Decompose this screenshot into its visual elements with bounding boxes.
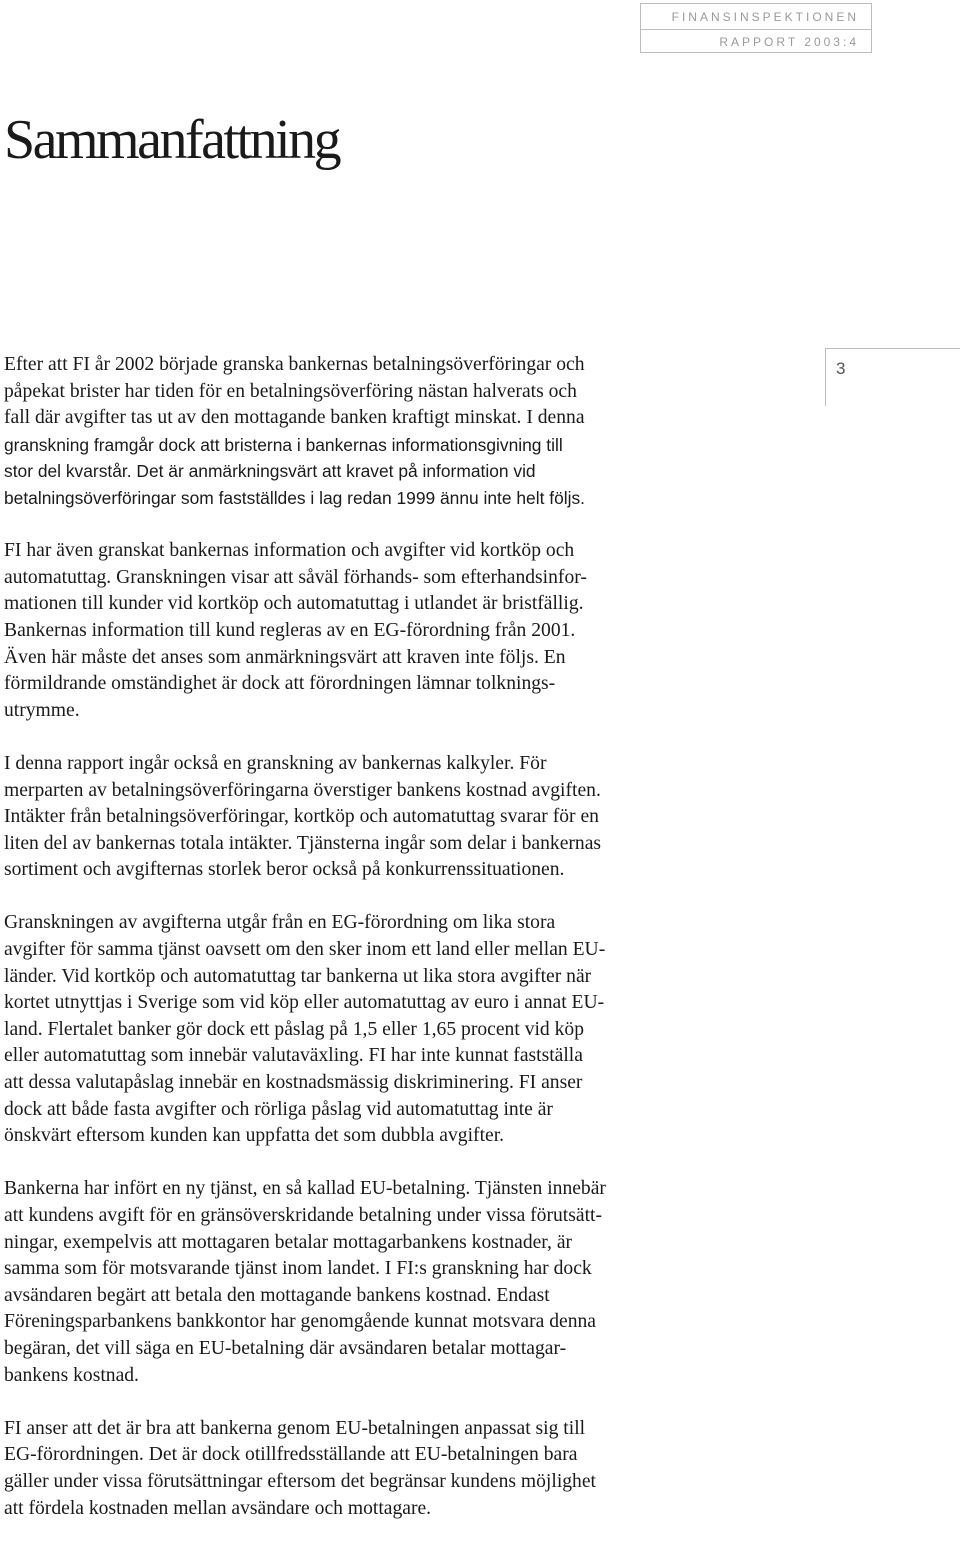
text-line: mationen till kunder vid kortköp och automatuttag i utlandet är bristfällig. bbox=[4, 593, 584, 615]
text-line: Även här måste det anses som anmärkningsvärt att kraven inte följs. En bbox=[4, 646, 566, 668]
paragraph bbox=[4, 910, 704, 1149]
text-line: bankens kostnad. bbox=[4, 1364, 139, 1386]
text-line: FI anser att det är bra att bankerna genom EU-betalningen anpassat sig till bbox=[4, 1417, 586, 1439]
text-line: utrymme. bbox=[4, 699, 80, 721]
paragraph bbox=[4, 1416, 704, 1522]
paragraph bbox=[4, 538, 704, 724]
page-title: Sammanfattning bbox=[4, 109, 340, 171]
text-line: Intäkter från betalningsöverföringar, kortköp och automatuttag svarar för en bbox=[4, 806, 599, 828]
text-line: önskvärt eftersom kunden kan uppfatta det som dubbla avgifter. bbox=[4, 1125, 505, 1147]
text-line: ningar, exempelvis att mottagaren betalar mottagarbankens kostnader, är bbox=[4, 1231, 573, 1253]
page-number: 3 bbox=[836, 359, 846, 378]
text-line: att fördela kostnaden mellan avsändare och mottagare. bbox=[4, 1497, 432, 1519]
text-line: merparten av betalningsöverföringarna överstiger bankens kostnad avgiften. bbox=[4, 779, 601, 801]
text-line: gäller under vissa förutsättningar eftersom det begränsar kundens möjlighet bbox=[4, 1470, 596, 1492]
text-line: Granskningen av avgifterna utgår från en EG-förordning om lika stora bbox=[4, 912, 556, 934]
text-line: liten del av bankernas totala intäkter. Tjänsterna ingår som delar i bankernas bbox=[4, 832, 602, 854]
summary-body bbox=[4, 352, 704, 1549]
text-line: fall där avgifter tas ut av den mottagande banken kraftigt minskat. I denna bbox=[4, 407, 585, 429]
text-line: Bankernas information till kund regleras av en EG-förordning från 2001. bbox=[4, 619, 576, 641]
text-line: Föreningsparbankens bankkontor har genomgående kunnat motsvara denna bbox=[4, 1311, 596, 1333]
text-line: Bankerna har infört en ny tjänst, en så kallad EU-betalning. Tjänsten innebär bbox=[4, 1178, 606, 1200]
text-line: sortiment och avgifternas storlek beror också på konkurrenssituationen. bbox=[4, 859, 565, 881]
text-line: automatuttag. Granskningen visar att såväl förhands- som efterhandsinfor- bbox=[4, 566, 587, 588]
text-line: Efter att FI år 2002 började granska bankernas betalningsöverföringar och bbox=[4, 354, 585, 375]
text-line: EG-förordningen. Det är dock otillfredsställande att EU-betalningen bara bbox=[4, 1444, 578, 1466]
text-line: stor del kvarstår. Det är anmärkningsvärt att kravet på information vid bbox=[4, 461, 536, 482]
text-line: påpekat brister har tiden för en betalningsöverföring nästan halverats och bbox=[4, 380, 577, 402]
report-identifier: RAPPORT 2003:4 bbox=[719, 35, 859, 49]
text-line: avsändaren begärt att betala den mottagande bankens kostnad. Endast bbox=[4, 1284, 550, 1306]
report-header bbox=[640, 3, 872, 53]
text-line: att dessa valutapåslag innebär en kostnadsmässig diskriminering. FI anser bbox=[4, 1072, 583, 1094]
text-line: I denna rapport ingår också en granskning av bankernas kalkyler. För bbox=[4, 752, 547, 774]
text-line: att kundens avgift för en gränsöverskridande betalning under vissa förutsätt- bbox=[4, 1205, 602, 1226]
text-line: samma som för motsvarande tjänst inom landet. I FI:s granskning har dock bbox=[4, 1258, 592, 1280]
text-line: dock att både fasta avgifter och rörliga påslag vid automatuttag inte är bbox=[4, 1098, 553, 1120]
text-line: avgifter för samma tjänst oavsett om den sker inom ett land eller mellan EU- bbox=[4, 939, 606, 961]
text-line: begäran, det vill säga en EU-betalning där avsändaren betalar mottagar- bbox=[4, 1337, 567, 1359]
text-line: granskning framgår dock att bristerna i bankernas informationsgivning till bbox=[4, 434, 563, 455]
paragraph bbox=[4, 751, 704, 884]
text-line: länder. Vid kortköp och automatuttag tar bankerna ut lika stora avgifter när bbox=[4, 965, 592, 987]
text-line: FI har även granskat bankernas information och avgifter vid kortköp och bbox=[4, 540, 575, 562]
header-divider bbox=[641, 29, 871, 30]
text-line: betalningsöverföringar som fastställdes i lag redan 1999 ännu inte helt följs. bbox=[4, 487, 586, 508]
text-line: förmildrande omständighet är dock att förordningen lämnar tolknings- bbox=[4, 673, 556, 695]
text-line: kortet utnyttjas i Sverige som vid köp eller automatuttag av euro i annat EU- bbox=[4, 992, 605, 1014]
paragraph bbox=[4, 1176, 704, 1389]
organization-name: FINANSINSPEKTIONEN bbox=[671, 10, 859, 24]
text-line: land. Flertalet banker gör dock ett påslag på 1,5 eller 1,65 procent vid köp bbox=[4, 1018, 585, 1040]
page-number-marker bbox=[825, 348, 960, 406]
paragraph bbox=[4, 352, 704, 512]
text-line: eller automatuttag som innebär valutaväxling. FI har inte kunnat fastställa bbox=[4, 1045, 583, 1067]
